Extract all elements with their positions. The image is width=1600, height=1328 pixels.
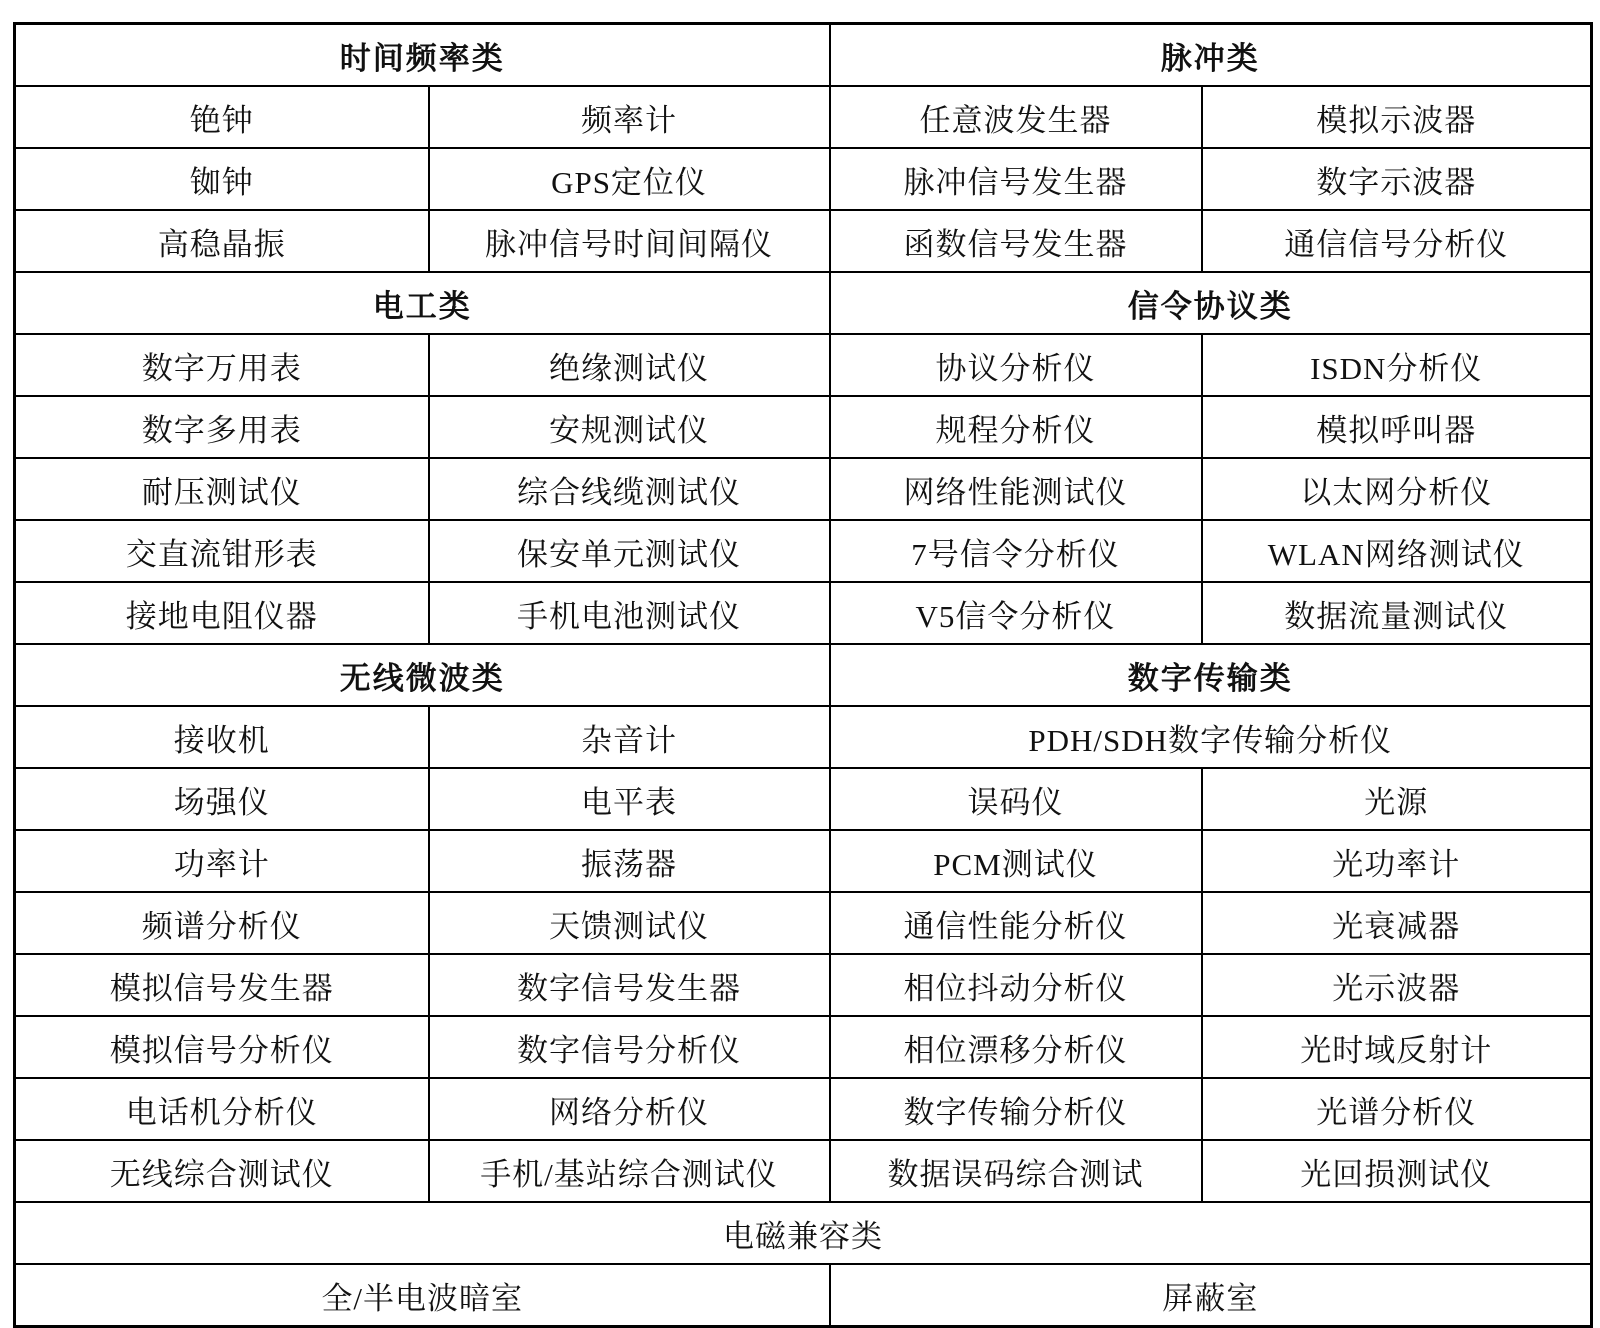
instrument-cell: 全/半电波暗室 (15, 1264, 830, 1327)
instrument-cell: 功率计 (15, 830, 429, 892)
instrument-cell: WLAN网络测试仪 (1202, 520, 1592, 582)
instrument-cell: 手机/基站综合测试仪 (429, 1140, 830, 1202)
table-row (15, 706, 1592, 768)
table-row (15, 210, 1592, 272)
instrument-cell: 数字万用表 (15, 334, 429, 396)
instrument-cell: 保安单元测试仪 (429, 520, 830, 582)
instrument-cell: 光衰减器 (1202, 892, 1592, 954)
table-row (15, 1140, 1592, 1202)
instrument-cell: PCM测试仪 (830, 830, 1202, 892)
instrument-cell: 天馈测试仪 (429, 892, 830, 954)
instrument-cell: 网络分析仪 (429, 1078, 830, 1140)
table-row (15, 272, 1592, 334)
instrument-cell: 模拟信号分析仪 (15, 1016, 429, 1078)
instrument-category-table (13, 22, 1593, 1328)
instrument-cell: 脉冲信号时间间隔仪 (429, 210, 830, 272)
instrument-cell: 任意波发生器 (830, 86, 1202, 148)
instrument-cell: 振荡器 (429, 830, 830, 892)
instrument-cell: 铯钟 (15, 86, 429, 148)
category-header-cell: 时间频率类 (15, 24, 830, 87)
instrument-cell: 光示波器 (1202, 954, 1592, 1016)
table-row (15, 1264, 1592, 1327)
category-header-cell: 无线微波类 (15, 644, 830, 706)
instrument-cell: GPS定位仪 (429, 148, 830, 210)
table-row (15, 1016, 1592, 1078)
instrument-cell: 光源 (1202, 768, 1592, 830)
instrument-cell: 铷钟 (15, 148, 429, 210)
instrument-cell: 光时域反射计 (1202, 1016, 1592, 1078)
instrument-cell: 数字信号发生器 (429, 954, 830, 1016)
instrument-cell: 模拟示波器 (1202, 86, 1592, 148)
instrument-cell: 耐压测试仪 (15, 458, 429, 520)
table-row (15, 892, 1592, 954)
instrument-cell: ISDN分析仪 (1202, 334, 1592, 396)
instrument-cell: 接地电阻仪器 (15, 582, 429, 644)
instrument-cell: 数字多用表 (15, 396, 429, 458)
instrument-cell: 综合线缆测试仪 (429, 458, 830, 520)
table-row (15, 148, 1592, 210)
instrument-cell: 模拟呼叫器 (1202, 396, 1592, 458)
instrument-cell: 规程分析仪 (830, 396, 1202, 458)
table-row (15, 1202, 1592, 1264)
table-row (15, 520, 1592, 582)
instrument-cell: 频谱分析仪 (15, 892, 429, 954)
instrument-cell: 屏蔽室 (830, 1264, 1592, 1327)
instrument-cell: 数字信号分析仪 (429, 1016, 830, 1078)
instrument-cell: 电磁兼容类 (15, 1202, 1592, 1264)
instrument-cell: 误码仪 (830, 768, 1202, 830)
instrument-category-table-wrapper (13, 22, 1593, 1328)
category-header-cell: 信令协议类 (830, 272, 1592, 334)
instrument-cell: 模拟信号发生器 (15, 954, 429, 1016)
instrument-cell: 脉冲信号发生器 (830, 148, 1202, 210)
table-row (15, 334, 1592, 396)
instrument-cell: 数据流量测试仪 (1202, 582, 1592, 644)
instrument-cell: 接收机 (15, 706, 429, 768)
instrument-cell: 通信信号分析仪 (1202, 210, 1592, 272)
instrument-cell: 无线综合测试仪 (15, 1140, 429, 1202)
table-row (15, 458, 1592, 520)
category-header-cell: 脉冲类 (830, 24, 1592, 87)
table-row (15, 24, 1592, 87)
instrument-cell: 7号信令分析仪 (830, 520, 1202, 582)
instrument-cell: 高稳晶振 (15, 210, 429, 272)
instrument-cell: 频率计 (429, 86, 830, 148)
instrument-cell: 数字示波器 (1202, 148, 1592, 210)
instrument-cell: 函数信号发生器 (830, 210, 1202, 272)
table-row (15, 644, 1592, 706)
instrument-cell: 数字传输分析仪 (830, 1078, 1202, 1140)
instrument-cell: 以太网分析仪 (1202, 458, 1592, 520)
instrument-cell: 相位漂移分析仪 (830, 1016, 1202, 1078)
table-row (15, 86, 1592, 148)
instrument-cell: 交直流钳形表 (15, 520, 429, 582)
instrument-cell: 绝缘测试仪 (429, 334, 830, 396)
instrument-cell: PDH/SDH数字传输分析仪 (830, 706, 1592, 768)
table-row (15, 396, 1592, 458)
instrument-cell: 杂音计 (429, 706, 830, 768)
instrument-cell: V5信令分析仪 (830, 582, 1202, 644)
instrument-cell: 手机电池测试仪 (429, 582, 830, 644)
instrument-cell: 场强仪 (15, 768, 429, 830)
table-row (15, 768, 1592, 830)
category-header-cell: 电工类 (15, 272, 830, 334)
instrument-cell: 电平表 (429, 768, 830, 830)
instrument-cell: 安规测试仪 (429, 396, 830, 458)
instrument-cell: 协议分析仪 (830, 334, 1202, 396)
instrument-cell: 光功率计 (1202, 830, 1592, 892)
instrument-cell: 网络性能测试仪 (830, 458, 1202, 520)
table-row (15, 1078, 1592, 1140)
instrument-cell: 光谱分析仪 (1202, 1078, 1592, 1140)
category-header-cell: 数字传输类 (830, 644, 1592, 706)
instrument-cell: 电话机分析仪 (15, 1078, 429, 1140)
table-row (15, 954, 1592, 1016)
instrument-cell: 光回损测试仪 (1202, 1140, 1592, 1202)
instrument-cell: 数据误码综合测试 (830, 1140, 1202, 1202)
instrument-cell: 通信性能分析仪 (830, 892, 1202, 954)
instrument-cell: 相位抖动分析仪 (830, 954, 1202, 1016)
table-row (15, 582, 1592, 644)
table-row (15, 830, 1592, 892)
